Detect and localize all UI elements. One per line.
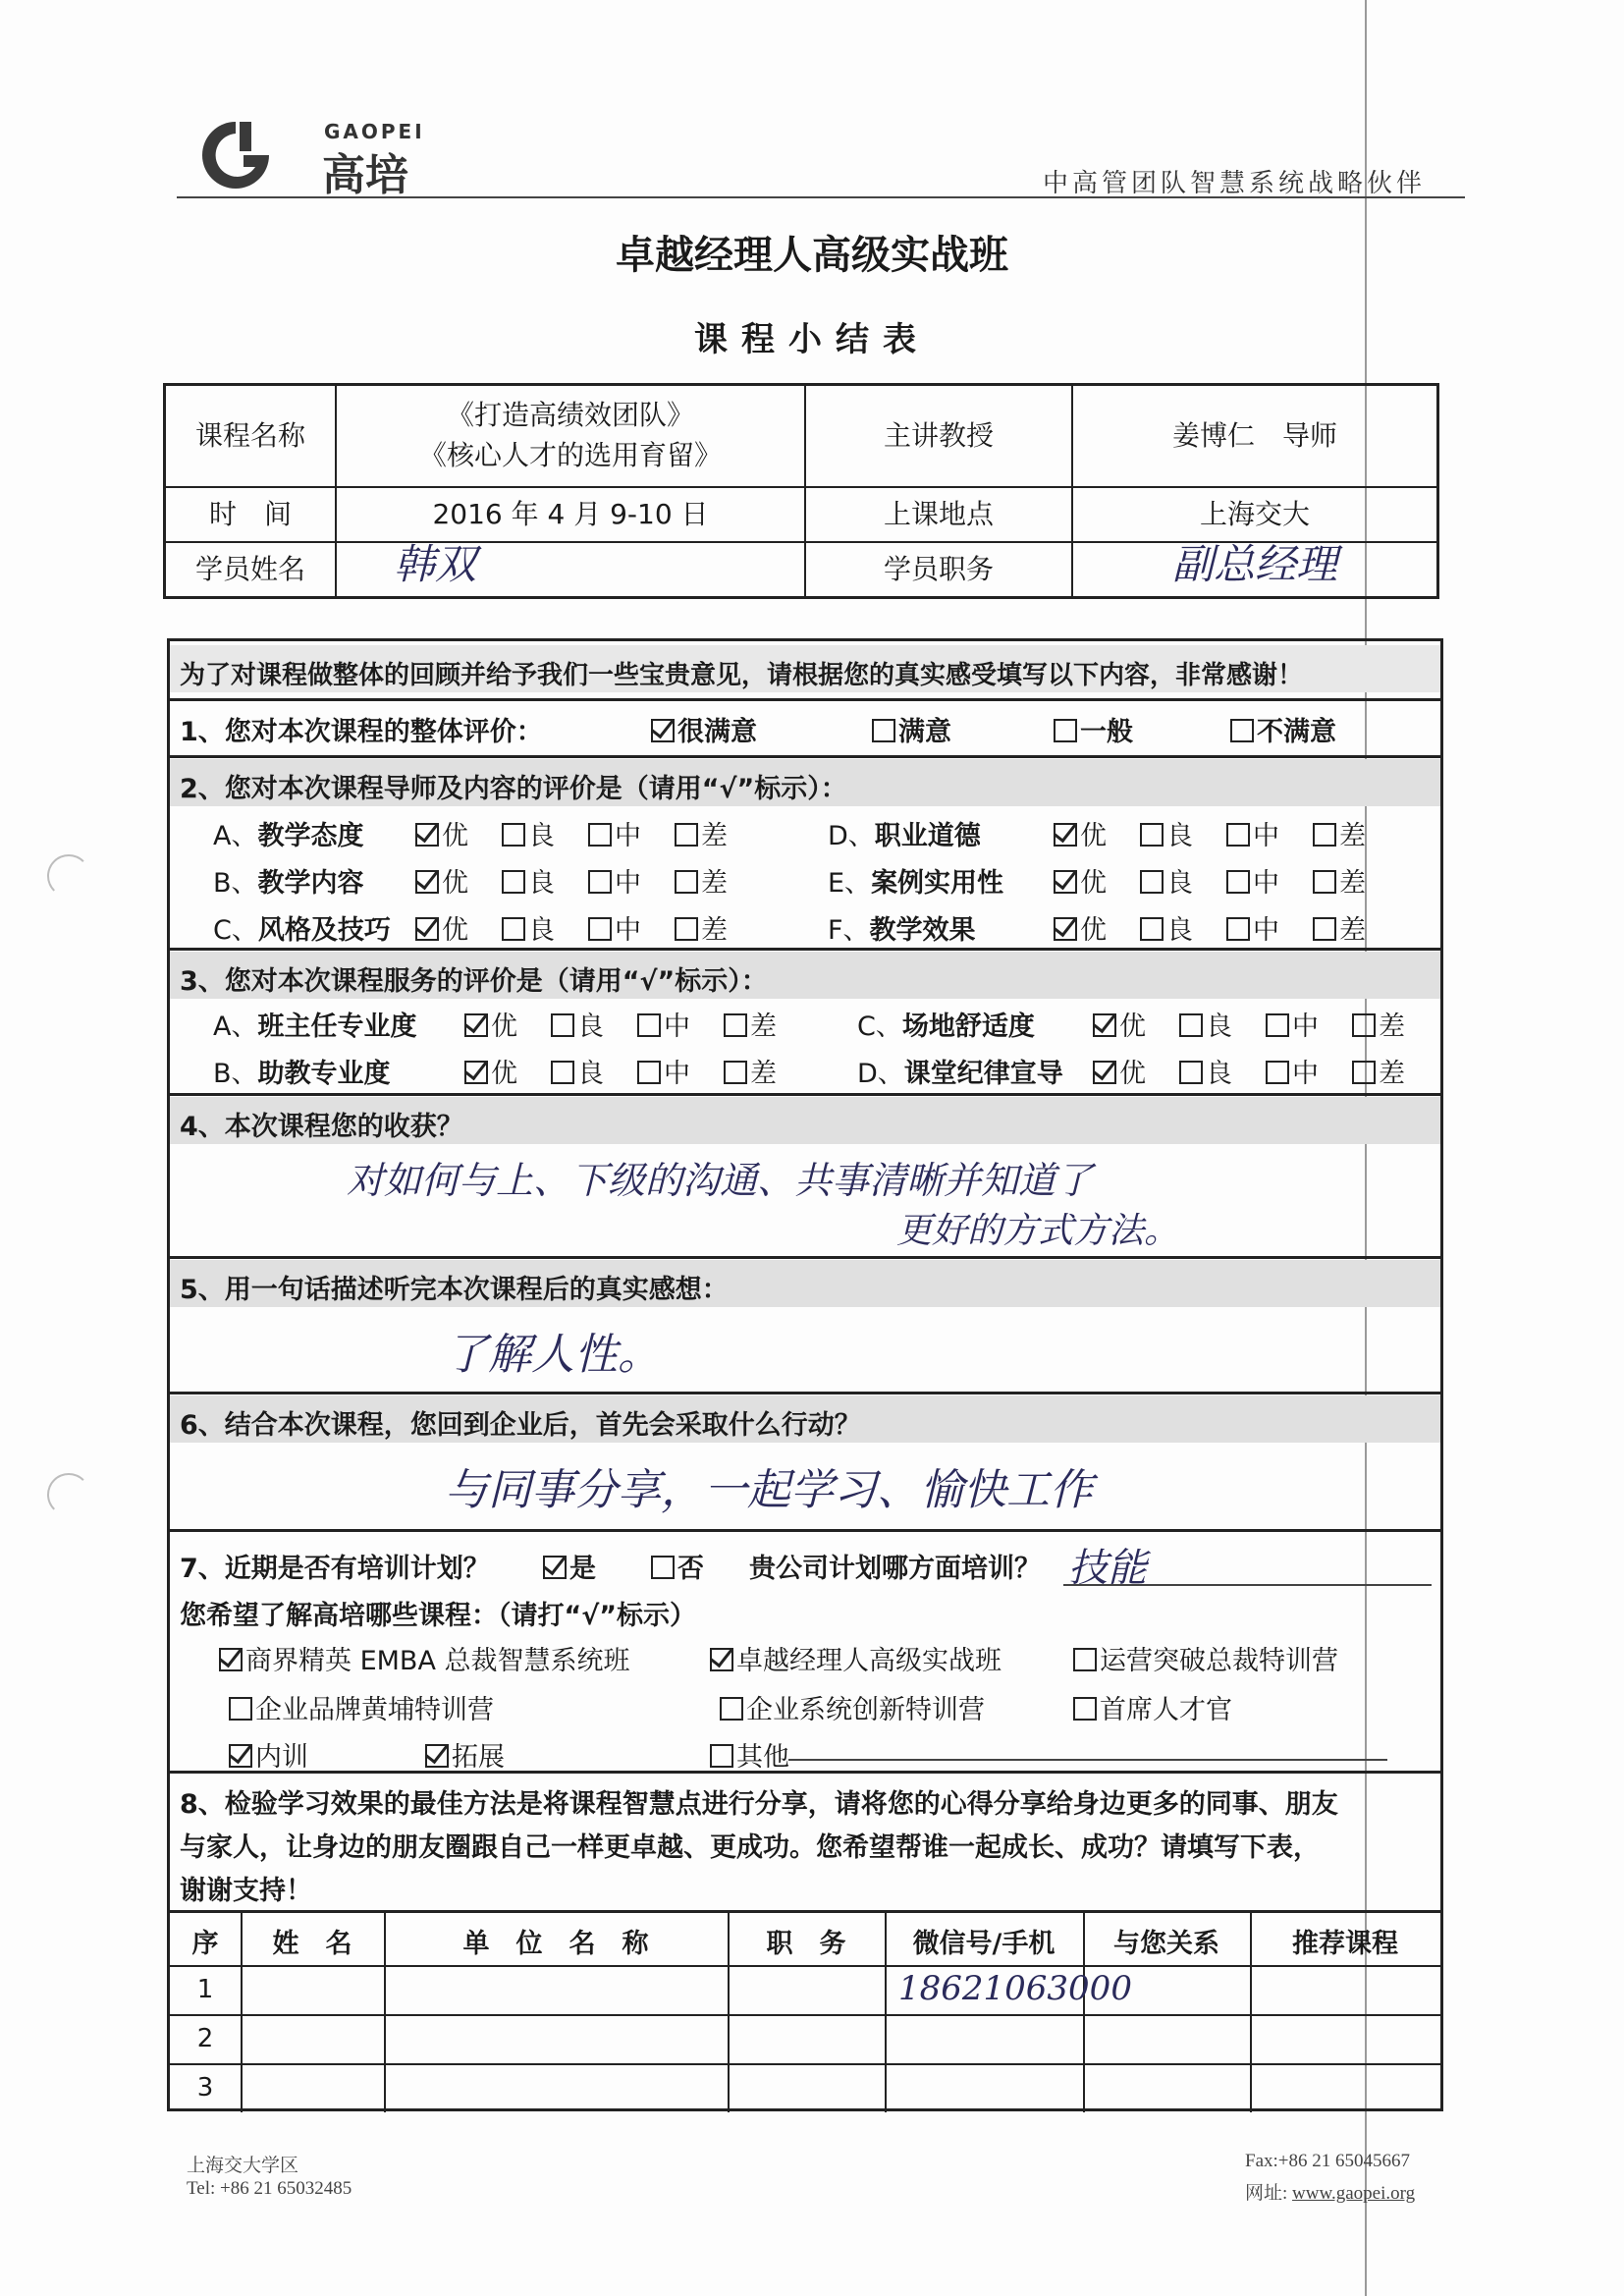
grade-label: 差	[1339, 868, 1366, 899]
q1-option-very-satisfied[interactable]: 很满意	[651, 710, 757, 748]
q4-text: 4、本次课程您的收获？	[180, 1112, 463, 1142]
table-row-divider	[170, 2063, 1440, 2065]
grade-option[interactable]	[1313, 814, 1366, 852]
rating-item-label: C、场地舒适度	[857, 1011, 1035, 1042]
table-header: 微信号/手机	[912, 1929, 1056, 1959]
course-option[interactable]	[229, 1688, 494, 1726]
checkbox-icon[interactable]	[1352, 1061, 1376, 1084]
table-header: 职 务	[766, 1929, 846, 1959]
grade-label: 良	[577, 1059, 604, 1089]
checkbox-icon[interactable]	[551, 1061, 574, 1084]
grade-option[interactable]	[675, 814, 728, 852]
grade-label: 差	[701, 915, 728, 946]
q6-answer: 与同事分享，一起学习、愉快工作	[445, 1465, 1093, 1515]
gaopei-logo-icon	[196, 116, 275, 194]
q7-area-answer: 技能	[1068, 1546, 1147, 1591]
checkbox-icon[interactable]	[651, 1556, 675, 1579]
grade-label: 良	[1206, 1059, 1232, 1089]
checkbox-icon[interactable]	[1073, 1697, 1097, 1721]
grade-option[interactable]	[1054, 814, 1107, 852]
grade-option[interactable]	[1054, 861, 1107, 900]
grade-label: 良	[528, 868, 555, 899]
course-info-table	[163, 383, 1439, 599]
grade-option[interactable]	[464, 1005, 517, 1043]
footer-campus: 上海交大学区	[187, 2156, 299, 2176]
checkbox-icon[interactable]	[720, 1697, 743, 1721]
course-title-1: 《打造高绩效团队》	[446, 399, 694, 432]
course-name-value	[337, 386, 804, 486]
course-option-label: 企业系统创新特训营	[746, 1695, 985, 1725]
footer-fax: Fax:+86 21 65045667	[1245, 2151, 1410, 2171]
table-row-number: 2	[196, 2024, 214, 2053]
grade-label: 中	[615, 821, 641, 851]
grade-option[interactable]	[588, 861, 641, 900]
table-header: 姓 名	[272, 1929, 352, 1959]
checkbox-checked-icon[interactable]	[464, 1061, 488, 1084]
checkbox-checked-icon[interactable]	[1054, 917, 1077, 941]
grade-option[interactable]	[637, 1005, 690, 1043]
course-option-label: 企业品牌黄埔特训营	[255, 1695, 494, 1725]
checkbox-icon[interactable]	[588, 917, 612, 941]
grade-label: 优	[442, 868, 468, 899]
table-row-number: 3	[196, 2073, 214, 2103]
grade-option[interactable]	[551, 1005, 604, 1043]
checkbox-icon[interactable]	[229, 1697, 252, 1721]
checkbox-checked-icon[interactable]	[415, 870, 439, 894]
grade-option[interactable]	[1054, 908, 1107, 947]
checkbox-icon[interactable]	[1226, 870, 1250, 894]
checkbox-icon[interactable]	[1230, 719, 1254, 742]
rating-item-label: C、风格及技巧	[213, 915, 391, 946]
grade-option[interactable]	[1352, 1005, 1405, 1043]
grade-label: 良	[1206, 1011, 1232, 1042]
grade-label: 中	[615, 915, 641, 946]
course-option-label: 运营突破总裁特训营	[1100, 1646, 1338, 1676]
q6-text: 6、结合本次课程，您回到企业后，首先会采取什么行动？	[180, 1410, 861, 1441]
checkbox-checked-icon[interactable]	[1054, 823, 1077, 847]
checkbox-icon[interactable]	[1226, 823, 1250, 847]
survey-box	[167, 638, 1443, 2111]
checkbox-icon[interactable]	[1054, 719, 1077, 742]
grade-label: 良	[1166, 915, 1193, 946]
binder-hole	[47, 1473, 90, 1516]
checkbox-checked-icon[interactable]	[543, 1556, 567, 1579]
q7-option-no[interactable]: 否	[651, 1547, 704, 1585]
teacher-value: 姜博仁 导师	[1171, 418, 1337, 452]
checkbox-icon[interactable]	[588, 870, 612, 894]
footer-web-label: 网址:	[1245, 2183, 1288, 2204]
q4-answer-line1: 对如何与上、下级的沟通、共事清晰并知道了	[347, 1159, 1094, 1202]
checkbox-icon[interactable]	[502, 870, 525, 894]
table-header: 单 位 名 称	[462, 1929, 649, 1959]
checkbox-icon[interactable]	[1179, 1061, 1203, 1084]
checkbox-icon[interactable]	[872, 719, 895, 742]
grade-label: 良	[1166, 868, 1193, 899]
grade-label: 中	[1292, 1011, 1319, 1042]
grade-option[interactable]	[1313, 908, 1366, 947]
checkbox-checked-icon[interactable]	[229, 1744, 252, 1768]
place-label: 上课地点	[883, 497, 994, 530]
checkbox-icon[interactable]	[502, 823, 525, 847]
student-name-label: 学员姓名	[194, 552, 305, 585]
checkbox-checked-icon[interactable]	[1093, 1013, 1116, 1037]
rating-item-label: F、教学效果	[828, 915, 976, 946]
checkbox-icon[interactable]	[1266, 1061, 1289, 1084]
row1-contact-handwritten: 18621063000	[898, 1969, 1132, 2008]
student-position-handwritten: 副总经理	[1171, 539, 1337, 588]
grade-option[interactable]	[502, 908, 555, 947]
grade-option[interactable]	[588, 814, 641, 852]
rating-item-label: A、教学态度	[213, 821, 364, 851]
table-header: 推荐课程	[1292, 1929, 1398, 1959]
checkbox-icon[interactable]	[675, 870, 698, 894]
grade-label: 良	[528, 915, 555, 946]
q5-text: 5、用一句话描述听完本次课程后的真实感想：	[180, 1275, 729, 1305]
checkbox-checked-icon[interactable]	[651, 719, 675, 742]
grade-label: 优	[1080, 821, 1107, 851]
checkbox-icon[interactable]	[637, 1013, 661, 1037]
checkbox-icon[interactable]	[1073, 1648, 1097, 1671]
checkbox-icon[interactable]	[675, 823, 698, 847]
q3-text: 3、您对本次课程服务的评价是（请用“√”标示）：	[180, 966, 768, 997]
grade-option[interactable]	[1352, 1052, 1405, 1090]
grade-label: 优	[491, 1059, 517, 1089]
logo-chinese-text: 高培	[322, 150, 408, 200]
checkbox-checked-icon[interactable]	[1054, 870, 1077, 894]
grade-label: 差	[701, 868, 728, 899]
grade-option[interactable]	[415, 814, 468, 852]
grade-option[interactable]	[1226, 908, 1279, 947]
course-option[interactable]	[425, 1735, 505, 1774]
grade-label: 差	[1339, 821, 1366, 851]
grade-label: 中	[664, 1011, 690, 1042]
grade-option[interactable]	[724, 1052, 777, 1090]
grade-label: 良	[1166, 821, 1193, 851]
grade-label: 差	[750, 1059, 777, 1089]
course-option-label: 首席人才官	[1100, 1695, 1232, 1725]
form-title: 卓越经理人高级实战班	[616, 233, 1008, 278]
checkbox-icon[interactable]	[1266, 1013, 1289, 1037]
checkbox-icon[interactable]	[710, 1744, 733, 1768]
rating-item-label: D、课堂纪律宣导	[857, 1059, 1063, 1089]
survey-intro: 为了对课程做整体的回顾并给予我们一些宝贵意见，请根据您的真实感受填写以下内容，非常感谢！	[180, 661, 1304, 690]
grade-option[interactable]	[724, 1005, 777, 1043]
grade-option[interactable]	[637, 1052, 690, 1090]
checkbox-icon[interactable]	[1140, 823, 1164, 847]
course-option-label: 其他	[736, 1742, 789, 1773]
grade-label: 优	[442, 915, 468, 946]
grade-label: 中	[615, 868, 641, 899]
checkbox-icon[interactable]	[724, 1061, 747, 1084]
grade-option[interactable]	[551, 1052, 604, 1090]
table-row-number: 1	[196, 1975, 214, 2004]
q8-text-line3: 谢谢支持！	[180, 1876, 312, 1906]
grade-option[interactable]	[415, 908, 468, 947]
checkbox-icon[interactable]	[1140, 917, 1164, 941]
q1-option-unsatisfied[interactable]: 不满意	[1230, 710, 1336, 748]
grade-option[interactable]	[588, 908, 641, 947]
q1-option-average[interactable]: 一般	[1054, 710, 1133, 748]
rating-item-label: D、职业道德	[828, 821, 981, 851]
grade-option[interactable]	[675, 861, 728, 900]
table-header: 序	[191, 1929, 219, 1959]
form-subtitle: 课程小结表	[694, 320, 930, 359]
time-label: 时 间	[208, 497, 292, 530]
q7-area-question: 贵公司计划哪方面培训？	[749, 1554, 1041, 1584]
q7-courses-question: 您希望了解高培哪些课程：（请打“√”标示）	[180, 1601, 696, 1631]
header-divider	[177, 196, 1465, 198]
grade-label: 差	[701, 821, 728, 851]
course-name-label: 课程名称	[194, 418, 305, 452]
binder-hole	[47, 854, 90, 898]
checkbox-icon[interactable]	[1313, 823, 1336, 847]
checkbox-icon[interactable]	[588, 823, 612, 847]
grade-label: 优	[1080, 915, 1107, 946]
grade-label: 差	[1379, 1011, 1405, 1042]
course-option-label: 内训	[255, 1742, 308, 1773]
grade-label: 优	[1080, 868, 1107, 899]
checkbox-checked-icon[interactable]	[415, 823, 439, 847]
grade-label: 中	[1292, 1059, 1319, 1089]
checkbox-icon[interactable]	[637, 1061, 661, 1084]
grade-label: 差	[1339, 915, 1366, 946]
course-option-label: 卓越经理人高级实战班	[736, 1646, 1001, 1676]
grade-option[interactable]	[1179, 1052, 1232, 1090]
checkbox-checked-icon[interactable]	[1093, 1061, 1116, 1084]
q5-answer: 了解人性。	[445, 1330, 661, 1380]
q4-answer-line2: 更好的方式方法。	[896, 1211, 1180, 1251]
checkbox-checked-icon[interactable]	[710, 1648, 733, 1671]
checkbox-checked-icon[interactable]	[415, 917, 439, 941]
checkbox-checked-icon[interactable]	[425, 1744, 449, 1768]
course-option-label: 拓展	[452, 1742, 505, 1773]
table-row-divider	[170, 1965, 1440, 1967]
student-name-handwritten: 韩双	[393, 539, 476, 588]
course-option[interactable]	[710, 1639, 1001, 1677]
checkbox-checked-icon[interactable]	[219, 1648, 243, 1671]
course-option[interactable]	[1073, 1688, 1232, 1726]
grade-label: 优	[1119, 1011, 1146, 1042]
grade-option[interactable]	[1266, 1052, 1319, 1090]
checkbox-icon[interactable]	[1313, 917, 1336, 941]
q2-text: 2、您对本次课程导师及内容的评价是（请用“√”标示）：	[180, 774, 847, 804]
q8-text-line2: 与家人，让身边的朋友圈跟自己一样更卓越、更成功。您希望帮谁一起成长、成功？请填写下表，	[180, 1832, 1320, 1863]
checkbox-icon[interactable]	[1313, 870, 1336, 894]
rating-item-label: E、案例实用性	[828, 868, 1004, 899]
grade-label: 良	[528, 821, 555, 851]
other-underline	[788, 1759, 1387, 1761]
grade-label: 中	[1253, 868, 1279, 899]
q1-text: 1、您对本次课程的整体评价：	[180, 717, 543, 747]
grade-label: 良	[577, 1011, 604, 1042]
grade-label: 中	[664, 1059, 690, 1089]
course-title-2: 《核心人才的选用育留》	[418, 439, 722, 471]
grade-option[interactable]	[1093, 1005, 1146, 1043]
course-option[interactable]	[1073, 1639, 1338, 1677]
grade-option[interactable]	[1313, 861, 1366, 900]
rating-item-label: B、助教专业度	[213, 1059, 391, 1089]
checkbox-icon[interactable]	[1226, 917, 1250, 941]
grade-option[interactable]	[415, 861, 468, 900]
checkbox-icon[interactable]	[502, 917, 525, 941]
checkbox-icon[interactable]	[1140, 870, 1164, 894]
grade-option[interactable]	[1179, 1005, 1232, 1043]
grade-option[interactable]	[1266, 1005, 1319, 1043]
q1-option-satisfied[interactable]: 满意	[872, 710, 951, 748]
grade-option[interactable]	[502, 814, 555, 852]
course-option[interactable]	[219, 1639, 630, 1677]
rating-item-label: A、班主任专业度	[213, 1011, 417, 1042]
grade-label: 差	[750, 1011, 777, 1042]
grade-option[interactable]	[464, 1052, 517, 1090]
grade-option[interactable]	[1140, 908, 1193, 947]
logo-latin-text: GAOPEI	[324, 120, 425, 143]
grade-label: 差	[1379, 1059, 1405, 1089]
course-option-label: 商界精英 EMBA 总裁智慧系统班	[245, 1646, 630, 1676]
q8-text-line1: 8、检验学习效果的最佳方法是将课程智慧点进行分享，请将您的心得分享给身边更多的同事、朋友	[180, 1789, 1338, 1820]
checkbox-checked-icon[interactable]	[464, 1013, 488, 1037]
footer-web	[1245, 2178, 1415, 2205]
website-link[interactable]: www.gaopei.org	[1292, 2183, 1416, 2204]
checkbox-icon[interactable]	[1352, 1013, 1376, 1037]
grade-option[interactable]	[1226, 861, 1279, 900]
grade-option[interactable]	[1140, 814, 1193, 852]
grade-option[interactable]	[675, 908, 728, 947]
grade-label: 优	[442, 821, 468, 851]
rating-item-label: B、教学内容	[213, 868, 364, 899]
footer-tel: Tel: +86 21 65032485	[187, 2178, 352, 2199]
grade-label: 中	[1253, 915, 1279, 946]
course-option[interactable]	[229, 1735, 308, 1774]
q7-option-yes[interactable]: 是	[543, 1547, 596, 1585]
grade-option[interactable]	[1226, 814, 1279, 852]
checkbox-icon[interactable]	[724, 1013, 747, 1037]
q7-area-underline	[1063, 1584, 1432, 1586]
course-option[interactable]	[720, 1688, 985, 1726]
teacher-label: 主讲教授	[883, 418, 994, 452]
table-header: 与您关系	[1113, 1929, 1219, 1959]
course-option[interactable]	[710, 1735, 789, 1774]
checkbox-icon[interactable]	[675, 917, 698, 941]
grade-label: 优	[491, 1011, 517, 1042]
grade-label: 优	[1119, 1059, 1146, 1089]
grade-label: 中	[1253, 821, 1279, 851]
student-position-label: 学员职务	[883, 552, 994, 585]
checkbox-icon[interactable]	[551, 1013, 574, 1037]
header-tagline: 中高管团队智慧系统战略伙伴	[1043, 169, 1427, 198]
checkbox-icon[interactable]	[1179, 1013, 1203, 1037]
grade-option[interactable]	[1140, 861, 1193, 900]
time-value: 2016 年 4 月 9-10 日	[432, 497, 709, 530]
table-row-divider	[170, 2014, 1440, 2016]
grade-option[interactable]	[502, 861, 555, 900]
grade-option[interactable]	[1093, 1052, 1146, 1090]
place-value: 上海交大	[1199, 497, 1310, 530]
q7-text: 7、近期是否有培训计划？	[180, 1554, 490, 1584]
